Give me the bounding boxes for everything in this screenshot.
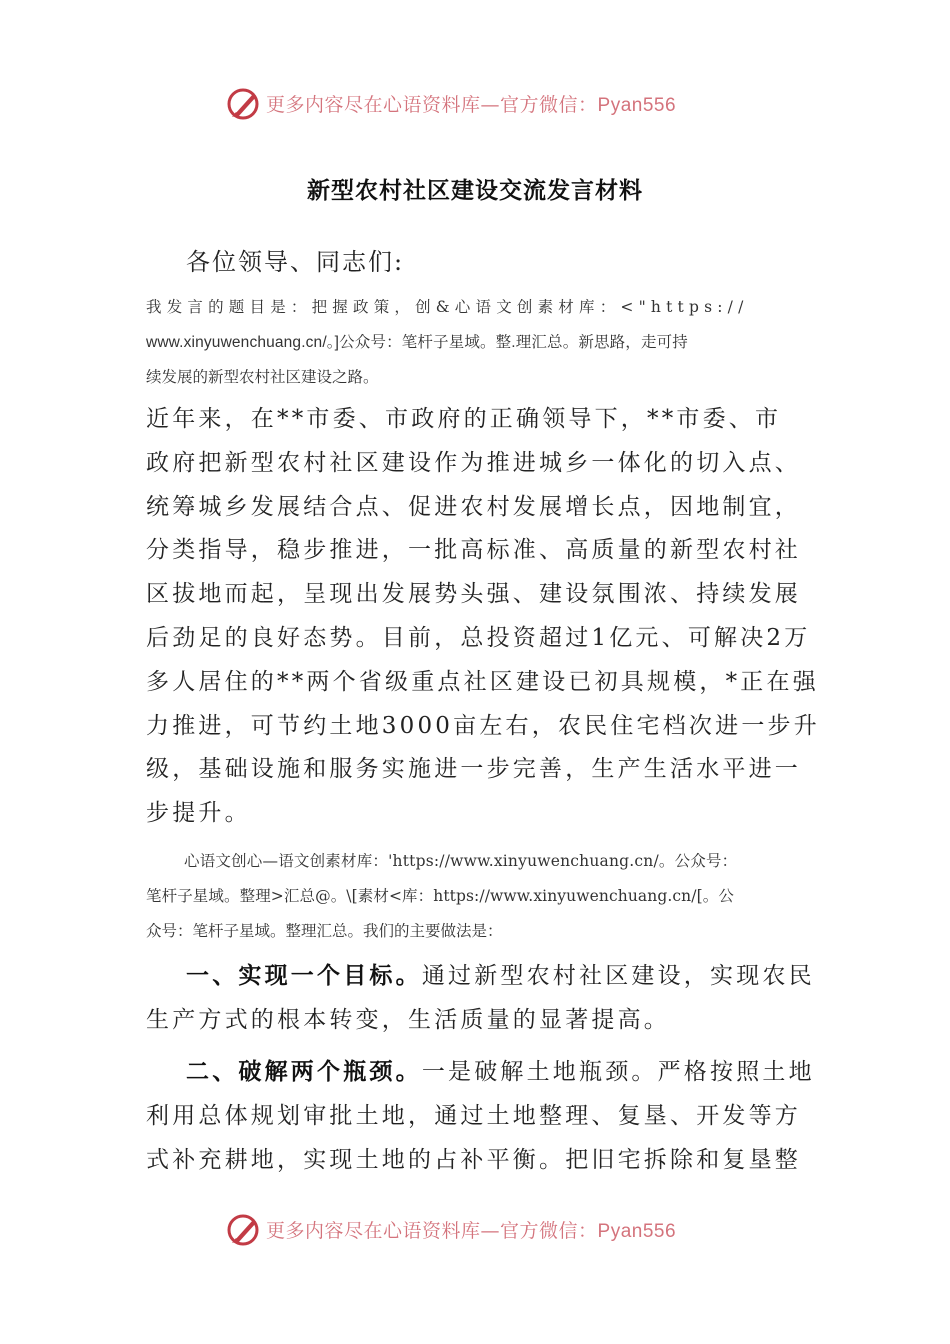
greeting: 各位领导、同志们:: [186, 248, 405, 276]
watermark-line-3: 众号：笔杆子星域。整理汇总。我们的主要做法是：: [146, 922, 503, 940]
topic-line-3: 续发展的新型农村社区建设之路。: [146, 368, 379, 386]
header-banner: [0, 84, 950, 124]
intro-paragraph: [146, 398, 820, 836]
topic-line-2: www.xinyuwenchuang.cn/。]公众号：笔杆子星域。整.理汇总。新思路，走可持: [146, 334, 688, 351]
section-1-line: 生产方式的根本转变，生活质量的显著提高。: [146, 1006, 670, 1033]
intro-line: 力推进，可节约土地3000亩左右，农民住宅档次进一步升: [146, 712, 820, 739]
banner-text: 更多内容尽在心语资料库—官方微信：Pyan556: [266, 94, 677, 116]
watermark-line-2: 笔杆子星域。整理>汇总@。\[素材<库：https://www.xinyuwenchuang.cn/[。公: [146, 887, 734, 905]
section-2-line: 式补充耕地，实现土地的占补平衡。把旧宅拆除和复垦整: [146, 1146, 801, 1173]
watermark-paragraph: [146, 844, 808, 949]
intro-line: 多人居住的**两个省级重点社区建设已初具规模，*正在强: [146, 668, 819, 695]
section-1-text: 通过新型农村社区建设，实现农民: [421, 963, 815, 989]
watermark-line-1: 心语文创心—语文创素材库：'https://www.xinyuwenchuang.cn/。公众号：: [184, 852, 738, 870]
intro-line: 分类指导，稳步推进，一批高标准、高质量的新型农村社: [146, 537, 801, 564]
quill-pen-logo-icon: [226, 86, 262, 122]
intro-line: 统筹城乡发展结合点、促进农村发展增长点，因地制宜，: [146, 493, 801, 520]
quill-pen-logo-icon: [226, 1212, 262, 1248]
banner-wechat-id: Pyan556: [597, 1221, 677, 1242]
section-1-heading: 一、实现一个目标。: [186, 962, 422, 989]
banner-wechat-id: Pyan556: [597, 95, 677, 116]
section-2-line: 利用总体规划审批土地，通过土地整理、复垦、开发等方: [146, 1102, 801, 1129]
intro-line: 近年来，在**市委、市政府的正确领导下，**市委、市: [146, 406, 782, 432]
intro-line: 步提升。: [146, 800, 251, 827]
section-1: [146, 954, 815, 1043]
section-2: [146, 1050, 815, 1182]
intro-line: 后劲足的良好态势。目前，总投资超过1亿元、可解决2万: [146, 624, 811, 651]
footer-banner: [0, 1210, 950, 1250]
banner-text: 更多内容尽在心语资料库—官方微信：Pyan556: [266, 1220, 677, 1242]
section-2-heading: 二、破解两个瓶颈。: [186, 1058, 422, 1085]
topic-paragraph: [146, 290, 808, 395]
page-title: 新型农村社区建设交流发言材料: [307, 177, 643, 204]
intro-line: 区拔地而起，呈现出发展势头强、建设氛围浓、持续发展: [146, 581, 801, 608]
topic-line-1: 我发言的题目是：把握政策，创&心语文创素材库：<"https://: [146, 298, 749, 316]
intro-line: 级，基础设施和服务实施进一步完善，生产生活水平进一: [146, 756, 801, 783]
intro-line: 政府把新型农村社区建设作为推进城乡一体化的切入点、: [146, 449, 801, 476]
section-2-text: 一是破解土地瓶颈。严格按照土地: [421, 1059, 815, 1085]
